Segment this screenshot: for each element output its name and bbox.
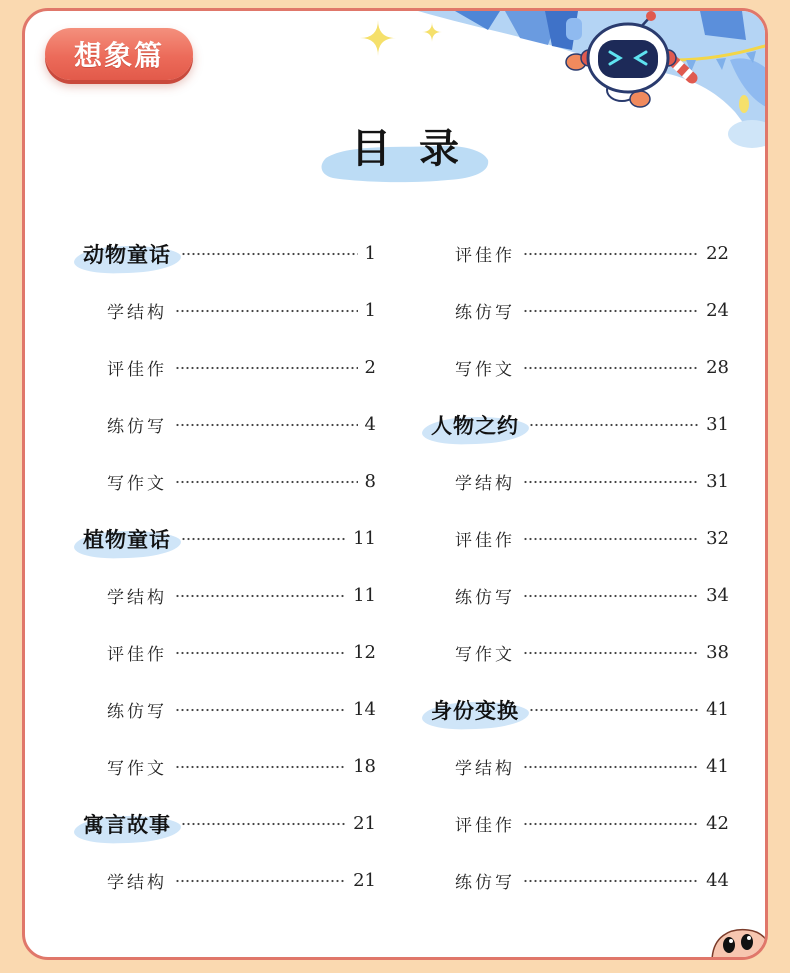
toc-item-title: 学结构 — [107, 303, 167, 323]
dot-leader — [523, 365, 699, 371]
peeking-eyes-icon — [712, 930, 765, 957]
toc-section-row — [76, 510, 376, 567]
toc-item-title: 学结构 — [107, 588, 167, 608]
toc-page-number: 34 — [706, 585, 729, 606]
dot-leader — [181, 536, 346, 542]
toc-page-number: 21 — [353, 813, 376, 834]
toc-item-title: 评佳作 — [455, 246, 515, 266]
dot-leader — [175, 707, 346, 713]
toc-item-row — [424, 852, 729, 909]
toc-item-title: 练仿写 — [455, 873, 515, 893]
toc-item-title: 写作文 — [107, 759, 167, 779]
toc-item-title: 评佳作 — [107, 645, 167, 665]
dot-leader — [175, 422, 358, 428]
toc-page-number: 12 — [353, 642, 376, 663]
toc-item-row — [76, 396, 376, 453]
toc-page-number: 18 — [353, 756, 376, 777]
toc-page-number: 1 — [364, 243, 376, 264]
dot-leader — [523, 764, 699, 770]
toc-section-title: 身份变换 — [424, 695, 527, 725]
star-icon — [360, 20, 396, 56]
toc-item-title: 练仿写 — [455, 588, 515, 608]
toc-page-number: 2 — [364, 357, 376, 378]
toc-item-title: 学结构 — [455, 474, 515, 494]
toc-section-title: 植物童话 — [76, 524, 179, 554]
toc-page-number: 14 — [353, 699, 376, 720]
dot-leader — [523, 821, 699, 827]
toc-page-number: 32 — [706, 528, 729, 549]
star-icon — [422, 22, 442, 42]
toc-page-number: 22 — [706, 243, 729, 264]
toc-item-row — [76, 624, 376, 681]
toc-item-row — [76, 282, 376, 339]
toc-item-title: 写作文 — [107, 474, 167, 494]
dot-leader — [523, 308, 699, 314]
toc-item-row — [424, 453, 729, 510]
dot-leader — [181, 821, 346, 827]
toc-page-number: 28 — [706, 357, 729, 378]
dot-leader — [523, 479, 699, 485]
dot-leader — [175, 878, 346, 884]
toc-section-row — [424, 681, 729, 738]
toc-page-number: 11 — [353, 528, 376, 549]
toc-section-row — [76, 225, 376, 282]
toc-section-title: 人物之约 — [424, 410, 527, 440]
toc-item-title: 写作文 — [455, 645, 515, 665]
toc-section-title: 寓言故事 — [76, 809, 179, 839]
toc-page-number: 38 — [706, 642, 729, 663]
toc-item-row — [424, 339, 729, 396]
toc-item-row — [424, 795, 729, 852]
toc-item-row — [76, 852, 376, 909]
toc-item-title: 评佳作 — [455, 531, 515, 551]
dot-leader — [175, 593, 346, 599]
toc-page-number: 44 — [706, 870, 729, 891]
toc-page-number: 21 — [353, 870, 376, 891]
toc-page-number: 41 — [706, 756, 729, 777]
toc-item-title: 评佳作 — [107, 360, 167, 380]
toc-page-number: 24 — [706, 300, 729, 321]
toc-item-row — [76, 453, 376, 510]
toc-page-number: 4 — [364, 414, 376, 435]
dot-leader — [523, 593, 699, 599]
toc-item-title: 评佳作 — [455, 816, 515, 836]
toc-item-title: 练仿写 — [455, 303, 515, 323]
toc-item-row — [424, 282, 729, 339]
toc-page-number: 31 — [706, 414, 729, 435]
toc-item-row — [424, 738, 729, 795]
toc-item-title: 练仿写 — [107, 702, 167, 722]
toc-page-number: 31 — [706, 471, 729, 492]
dot-leader — [523, 650, 699, 656]
dot-leader — [175, 365, 358, 371]
toc-item-row — [76, 738, 376, 795]
dot-leader — [523, 878, 699, 884]
toc-item-title: 学结构 — [107, 873, 167, 893]
dot-leader — [175, 308, 358, 314]
dot-leader — [181, 251, 358, 257]
toc-page-number: 41 — [706, 699, 729, 720]
toc-item-row — [424, 225, 729, 282]
toc-item-row — [424, 567, 729, 624]
toc-page-number: 1 — [364, 300, 376, 321]
dot-leader — [529, 707, 699, 713]
toc-section-row — [424, 396, 729, 453]
dot-leader — [175, 479, 358, 485]
volume-badge — [45, 28, 193, 80]
toc-page-number: 11 — [353, 585, 376, 606]
toc-section-row — [76, 795, 376, 852]
dot-leader — [175, 650, 346, 656]
dot-leader — [529, 422, 699, 428]
toc-item-row — [76, 339, 376, 396]
toc-item-title: 写作文 — [455, 360, 515, 380]
toc-column-right — [424, 225, 729, 909]
toc-page-number: 42 — [706, 813, 729, 834]
volume-badge-label: 想象篇 — [73, 39, 164, 72]
page-title: 目录 — [351, 126, 487, 172]
toc-item-row — [424, 510, 729, 567]
toc-column-left — [76, 225, 376, 909]
toc-item-row — [76, 681, 376, 738]
toc-item-title: 练仿写 — [107, 417, 167, 437]
toc-item-row — [424, 624, 729, 681]
toc-item-row — [76, 567, 376, 624]
toc-item-title: 学结构 — [455, 759, 515, 779]
dot-leader — [523, 251, 699, 257]
dot-leader — [175, 764, 346, 770]
dot-leader — [523, 536, 699, 542]
toc-page-number: 8 — [364, 471, 376, 492]
toc-section-title: 动物童话 — [76, 239, 179, 269]
